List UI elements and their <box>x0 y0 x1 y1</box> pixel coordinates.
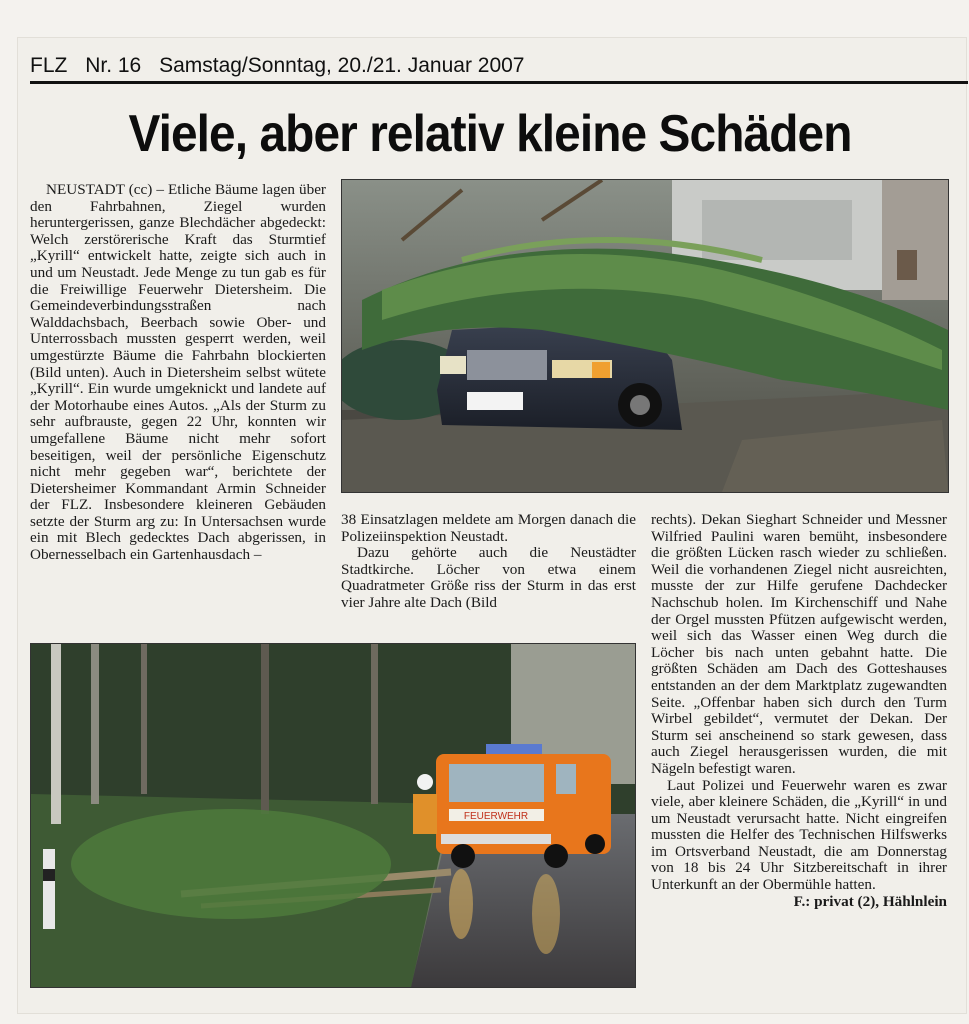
masthead <box>30 54 537 78</box>
article-paragraph: 38 Einsatzlagen meldete am Morgen danach die Polizeiinspektion Neustadt. <box>341 511 636 545</box>
article-column-1 <box>30 182 326 564</box>
article-column-3 <box>651 512 947 910</box>
article-column-2 <box>341 512 636 612</box>
article-paragraph: rechts). Dekan Sieghart Schneider und Messner Wilfried Paulini waren bemüht, insbesondere die größten Lücken rasch wieder zu schließen. Weil die vorhandenen Ziegel nicht ausreichten, musste der zur Hilfe gerufene Dachdecker Nachschub holen. Im Kirchenschiff und Nahe der Orgel mussten Pfützen aufgewischt werden, weil sich das Wasser einen Weg durch die Löcher bis nach unten gebahnt hatte. Die größten Schäden am Dach des Gotteshauses entstanden an der dem Marktplatz zugewandten Seite. „Offenbar haben sich durch den Turm Wirbel gebildet“, vermutet der Dekan. Der Sturm sei anscheinend so stark gewesen, dass auch Ziegel herausgerissen wurden, die mit Nägeln befestigt waren. <box>651 511 947 777</box>
article-paragraph: Laut Polizei und Feuerwehr waren es zwar viele, aber kleinere Schäden, die „Kyrill“ in und um Neustadt verursacht hatte. Nicht eingreifen mussten die Helfer des Technischen Hilfswerks im Ortsverband Neustadt, die am Donnerstag von 18 bis 24 Uhr Sitzbereitschaft in ihrer Unterkunft an der Obermühle hatten. <box>651 776 947 894</box>
article-paragraph: NEUSTADT (cc) – Etliche Bäume lagen über den Fahrbahnen, Ziegel wurden heruntergerissen, ganze Blechdächer abgedeckt: Welch zerstörerische Kraft das Sturmtief „Kyrill“ entwickelt hatte, zeigte sich auch in und um Neustadt. Jede Menge zu tun gab es für die Freiwillige Feuerwehr Dietersheim. Die Gemeindeverbindungsstraßen nach Walddachsbach, Beerbach sowie Ober- und Unterrossbach mussten gesperrt werden, weil umgestürzte Bäume die Fahrbahn blockierten (Bild unten). Auch in Dietersheim selbst wütete „Kyrill“. Ein wurde umgeknickt und landete auf der Motorhaube eines Autos. „Als der Sturm zu sehr aufbrauste, gegen 22 Uhr, konnten wir umgefallene Bäume nicht mehr sofort beseitigen, weil der persönliche Eigenschutz nicht mehr gegeben war“, berichtete der Dietersheimer Kommandant Armin Schneider der FLZ. Insbesondere kleineren Gebäuden setzte der Sturm arg zu: In Untersachsen wurde ein mit Blech gedecktes Dach abgerissen, in Obernesselbach ein Gartenhausdach – <box>30 181 326 564</box>
vehicle-label: FEUERWEHR <box>463 811 529 822</box>
masthead-rule <box>30 81 968 84</box>
headline: Viele, aber relativ kleine Schäden <box>128 105 852 163</box>
photo-credit: F.: privat (2), Hählnlein <box>793 892 947 910</box>
photo-tree-on-car <box>341 179 949 493</box>
paper-name: FLZ <box>30 54 68 77</box>
issue-number: Nr. 16 <box>85 54 142 77</box>
issue-date: Samstag/Sonntag, 20./21. Januar 2007 <box>159 54 525 77</box>
article-paragraph: Dazu gehörte auch die Neustädter Stadtkirche. Löcher von etwa einem Quadratmeter Größe riss der Sturm in das erst vier Jahre alte Dach (Bild <box>341 544 636 611</box>
photo-fire-truck <box>30 643 636 988</box>
